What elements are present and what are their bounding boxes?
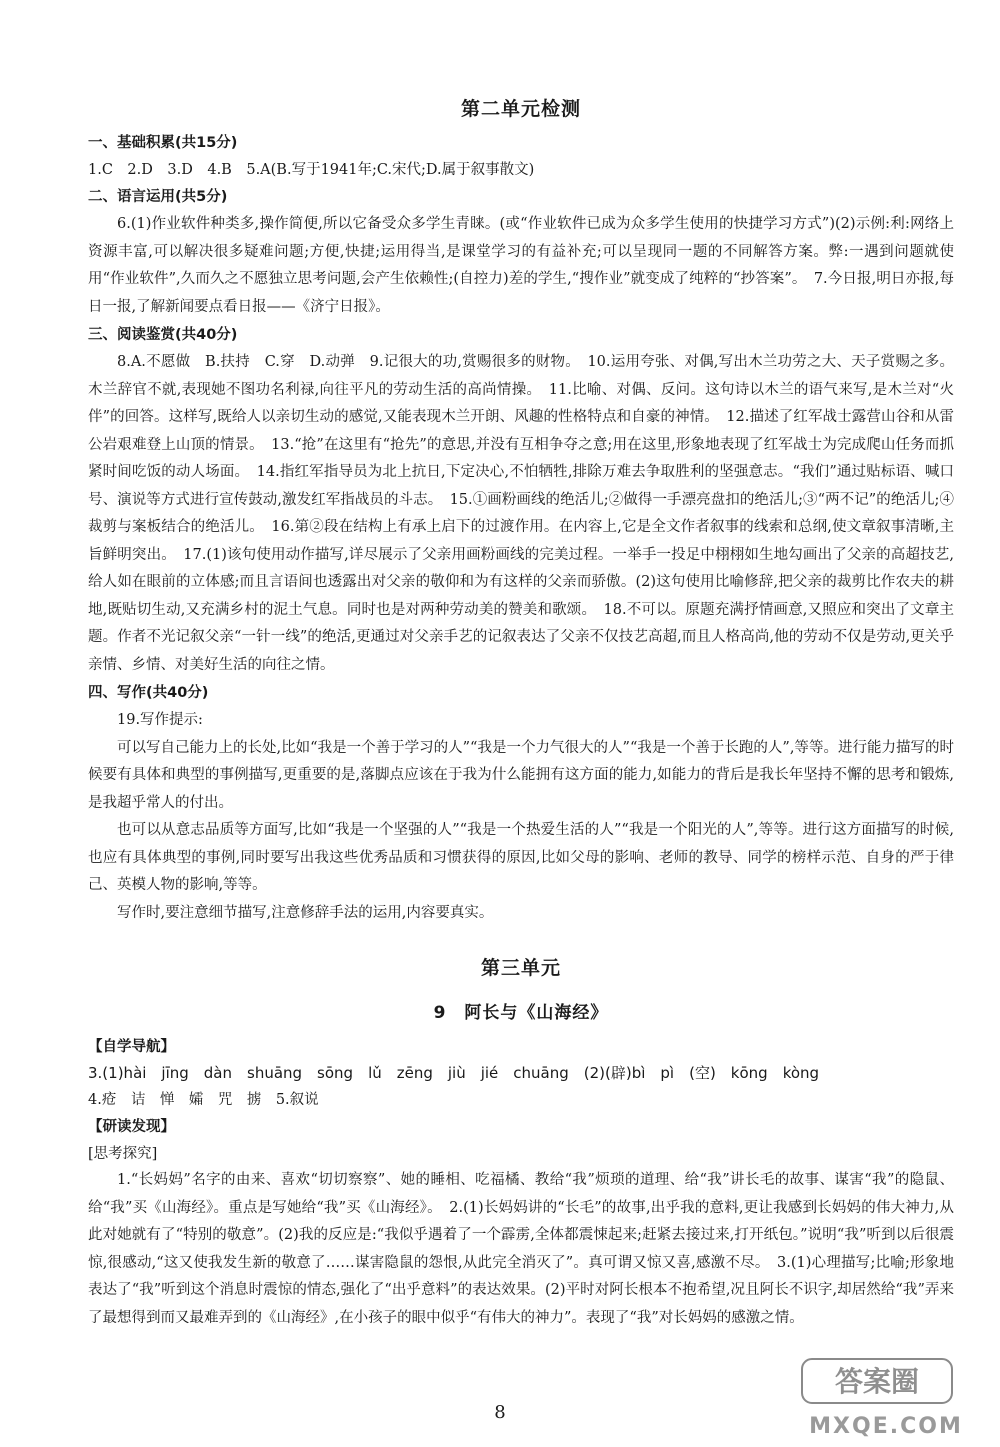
watermark-logo (800, 1355, 978, 1443)
writing-paragraph-3: 写作时,要注意细节描写,注意修辞手法的运用,内容要真实。 (117, 904, 494, 921)
unit3-title: 第三单元 (480, 957, 561, 979)
lesson-title: 9 阿长与《山海经》 (433, 1003, 609, 1023)
unit2-test-title: 第二单元检测 (460, 98, 581, 120)
section1-heading: 一、基础积累(共15分) (88, 135, 238, 151)
research-heading: 【研读发现】 (88, 1119, 175, 1135)
pinyin-answers: 3.(1)hài jīng dàn shuāng sōng lǔ zēng jiù jié chuāng (2)(辟)bì pì (空) kōng kòng (88, 1064, 820, 1082)
section1-answers: 1.C 2.D 3.D 4.B 5.A(B.写于1941年;C.宋代;D.属于叙事散文) (88, 162, 535, 178)
section3-heading: 三、阅读鉴赏(共40分) (88, 327, 238, 343)
writing-paragraph-1: 可以写自己能力上的长处,比如“我是一个善于学习的人”“我是一个力气很大的人”“我是一个善于长跑的人”,等等。进行能力描写的时候要有具体和典型的事例描写,更重要的是,落脚点应该在于我为什么能拥有这方面的能力,如能力的背后是我长年坚持不懈的思考和锻炼,是我超乎常人的付出。 (88, 739, 954, 811)
section4-heading: 四、写作(共40分) (88, 685, 209, 701)
research-text: 1.“长妈妈”名字的由来、喜欢“切切察察”、她的睡相、吃福橘、教给“我”烦琐的道理、给“我”讲长毛的故事、谋害“我”的隐鼠、给“我”买《山海经》。重点是写她给“我”买《山海经》。 2.(1)长妈妈讲的“长毛”的故事,出乎我的意料,更让我感到长妈妈的伟大神力,从此对她就有了“特别的敬意”。(2)我的反应是:“我似乎遇着了一个霹雳,全体都震悚起来;赶紧去接过来,打开纸包。”说明“我”听到以后很震惊,很感动,“这又使我发生新的敬意了……谋害隐鼠的怨恨,从此完全消灭了”。真可谓又惊又喜,感激不尽。 3.(1)心理描写;比喻;形象地表达了“我”听到这个消息时震惊的情态,强化了“出乎意料”的表达效果。(2)平时对阿长根本不抱希望,况且阿长不识字,却居然给“我”弄来了最想得到而又最难弄到的《山海经》,在小孩子的眼中似乎“有伟大的神力”。表现了“我”对长妈妈的感激之情。 (88, 1172, 954, 1326)
section3-text: 8.A.不愿做 B.扶持 C.穿 D.动弹 9.记很大的功,赏赐很多的财物。 10.运用夸张、对偶,写出木兰功劳之大、天子赏赐之多。木兰辞官不就,表现她不图功名利禄,向往平凡的劳动生活的高尚情操。 11.比喻、对偶、反问。这句诗以木兰的语气来写,是木兰对“火伴”的回答。这样写,既给人以亲切生动的感觉,又能表现木兰开朗、风趣的性格特点和自豪的神情。 12.描述了红军战士露营山谷和从雷公岩艰难登上山顶的情景。 13.“抢”在这里有“抢先”的意思,并没有互相争夺之意;用在这里,形象地表现了红军战士为完成爬山任务而抓紧时间吃饭的动人场面。 14.指红军指导员为北上抗日,下定决心,不怕牺牲,排除万难去争取胜利的坚强意志。“我们”通过贴标语、喊口号、演说等方式进行宣传鼓动,激发红军指战员的斗志。 15.①画粉画线的绝活儿;②做得一手漂亮盘扣的绝活儿;③“两不记”的绝活儿;④裁剪与案板结合的绝活儿。 16.第②段在结构上有承上启下的过渡作用。在内容上,它是全文作者叙事的线索和总纲,使文章叙事清晰,主旨鲜明突出。 17.(1)该句使用动作描写,详尽展示了父亲用画粉画线的完美过程。一举手一投足中栩栩如生地勾画出了父亲的高超技艺,给人如在眼前的立体感;而且言语间也透露出对父亲的敬仰和为有这样的父亲而骄傲。(2)这句使用比喻修辞,把父亲的裁剪比作农夫的耕地,既贴切生动,又充满乡村的泥土气息。同时也是对两种劳动美的赞美和歌颂。 18.不可以。原题充满抒情画意,又照应和突出了文章主题。作者不光记叙父亲“一针一线”的绝活,更通过对父亲手艺的记叙表达了父亲不仅技艺高超,而且人格高尚,他的劳动不仅是劳动,更关乎亲情、乡情、对美好生活的向往之情。 (88, 354, 954, 673)
document-page (88, 86, 954, 1332)
writing-prompt-label: 19.写作提示: (117, 712, 203, 728)
self-study-line2: 4.疮 诘 惮 孀 咒 掳 5.叙说 (88, 1092, 319, 1108)
watermark-url-text: MXQE.COM (809, 1414, 963, 1439)
research-subheading: [思考探究] (88, 1146, 158, 1162)
self-study-heading: 【自学导航】 (88, 1039, 175, 1055)
page-number: 8 (494, 1402, 506, 1423)
writing-paragraph-2: 也可以从意志品质等方面写,比如“我是一个坚强的人”“我是一个热爱生活的人”“我是一个阳光的人”,等等。进行这方面描写的时候,也应有具体典型的事例,同时要写出我这些优秀品质和习惯获得的原因,比如父母的影响、老师的教导、同学的榜样示范、自身的严于律己、英模人物的影响,等等。 (88, 822, 954, 893)
section2-heading: 二、语言运用(共5分) (88, 189, 228, 205)
section2-text: 6.(1)作业软件种类多,操作简便,所以它备受众多学生青睐。(或“作业软件已成为众多学生使用的快捷学习方式”)(2)示例:利:网络上资源丰富,可以解决很多疑难问题;方便,快捷;运用得当,是课堂学习的有益补充;可以呈现同一题的不同解答方案。弊:一遇到问题就使用“作业软件”,久而久之不愿独立思考问题,会产生依赖性;(自控力)差的学生,“搜作业”就变成了纯粹的“抄答案”。 7.今日报,明日亦报,每日一报,了解新闻要点看日报——《济宁日报》。 (88, 216, 954, 315)
watermark-logo-text: 答案圈 (834, 1365, 920, 1398)
